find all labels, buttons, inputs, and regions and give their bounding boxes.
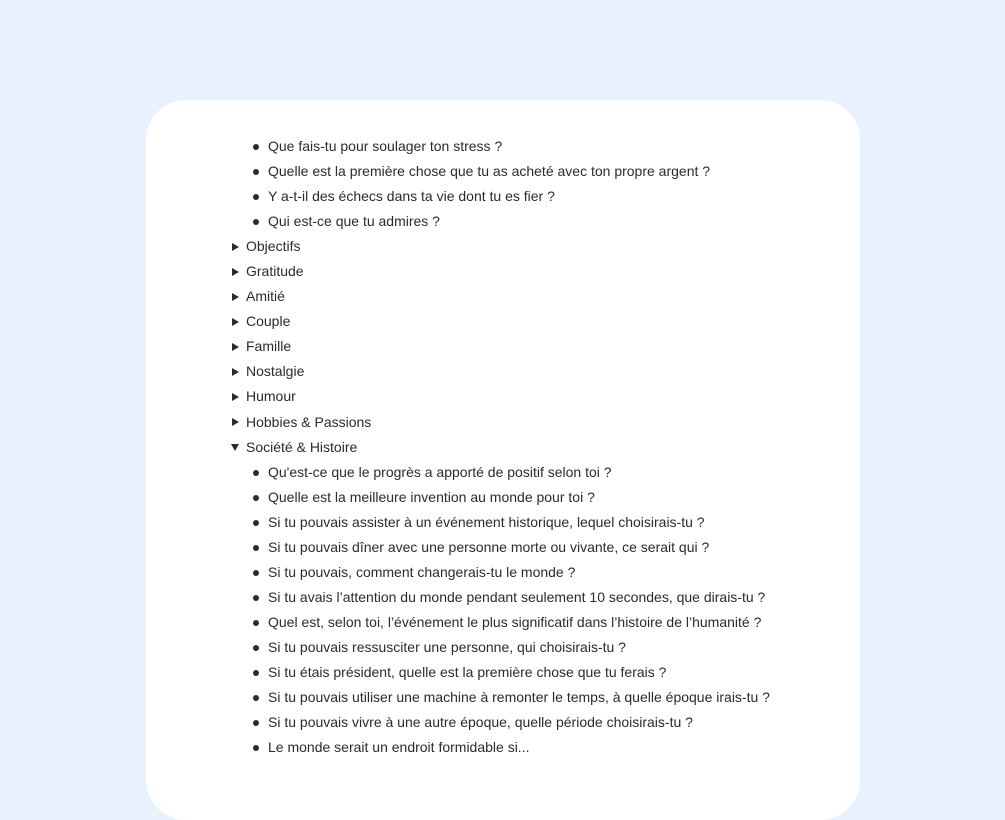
toggle-section-nostalgie[interactable] — [146, 359, 860, 384]
caret-right-icon[interactable] — [230, 284, 240, 309]
section-label: Objectifs — [246, 238, 301, 255]
toggle-section-objectifs[interactable] — [146, 234, 860, 259]
question-list — [146, 134, 860, 760]
list-item — [146, 209, 860, 234]
bullet-icon — [253, 570, 259, 576]
bullet-icon — [253, 194, 259, 200]
bullet-icon — [253, 620, 259, 626]
list-item-text: Si tu pouvais, comment changerais-tu le monde ? — [268, 563, 576, 580]
toggle-section-amitie[interactable] — [146, 284, 860, 309]
caret-down-icon[interactable] — [230, 435, 240, 460]
caret-right-icon[interactable] — [230, 334, 240, 359]
list-item-text: Quel est, selon toi, l’événement le plus significatif dans l’histoire de l’humanité ? — [268, 613, 762, 630]
list-item — [146, 510, 860, 535]
toggle-section-societe-histoire[interactable] — [146, 435, 860, 460]
section-label: Humour — [246, 388, 296, 405]
toggle-section-couple[interactable] — [146, 309, 860, 334]
list-item — [146, 134, 860, 159]
list-item-text: Si tu pouvais assister à un événement historique, lequel choisirais-tu ? — [268, 513, 705, 530]
list-item-text: Quelle est la meilleure invention au monde pour toi ? — [268, 488, 595, 505]
list-item-text: Si tu pouvais dîner avec une personne morte ou vivante, ce serait qui ? — [268, 538, 710, 555]
caret-right-icon[interactable] — [230, 259, 240, 284]
toggle-section-famille[interactable] — [146, 334, 860, 359]
section-label: Nostalgie — [246, 363, 305, 380]
bullet-icon — [253, 144, 259, 150]
bullet-icon — [253, 520, 259, 526]
bullet-icon — [253, 745, 259, 751]
list-item — [146, 184, 860, 209]
bullet-icon — [253, 545, 259, 551]
list-item — [146, 710, 860, 735]
list-item — [146, 735, 860, 760]
caret-right-icon[interactable] — [230, 234, 240, 259]
list-item-text: Qui est-ce que tu admires ? — [268, 213, 440, 230]
list-item-text: Si tu pouvais vivre à une autre époque, quelle période choisirais-tu ? — [268, 714, 693, 731]
list-item-text: Y a-t-il des échecs dans ta vie dont tu es fier ? — [268, 188, 555, 205]
list-item — [146, 585, 860, 610]
list-item — [146, 610, 860, 635]
list-item — [146, 485, 860, 510]
list-item — [146, 685, 860, 710]
list-item — [146, 159, 860, 184]
section-label: Couple — [246, 313, 291, 330]
toggle-section-gratitude[interactable] — [146, 259, 860, 284]
bullet-icon — [253, 670, 259, 676]
caret-right-icon[interactable] — [230, 309, 240, 334]
toggle-section-hobbies[interactable] — [146, 410, 860, 435]
content-card — [146, 100, 860, 820]
list-item-text: Si tu pouvais utiliser une machine à remonter le temps, à quelle époque irais-tu ? — [268, 689, 770, 706]
list-item-text: Le monde serait un endroit formidable si... — [268, 739, 530, 756]
list-item-text: Si tu étais président, quelle est la première chose que tu ferais ? — [268, 663, 667, 680]
list-item-text: Si tu pouvais ressusciter une personne, qui choisirais-tu ? — [268, 638, 626, 655]
toggle-section-humour[interactable] — [146, 384, 860, 409]
bullet-icon — [253, 695, 259, 701]
list-item-text: Qu'est-ce que le progrès a apporté de positif selon toi ? — [268, 463, 612, 480]
caret-right-icon[interactable] — [230, 410, 240, 435]
list-item-text: Que fais-tu pour soulager ton stress ? — [268, 138, 503, 154]
caret-right-icon[interactable] — [230, 359, 240, 384]
caret-right-icon[interactable] — [230, 384, 240, 409]
bullet-icon — [253, 645, 259, 651]
bullet-icon — [253, 495, 259, 501]
bullet-icon — [253, 595, 259, 601]
list-item — [146, 535, 860, 560]
section-label: Famille — [246, 338, 292, 355]
section-label: Amitié — [246, 288, 285, 305]
list-item — [146, 660, 860, 685]
list-item — [146, 635, 860, 660]
bullet-icon — [253, 720, 259, 726]
section-label: Hobbies & Passions — [246, 413, 372, 430]
bullet-icon — [253, 219, 259, 225]
list-item-text: Si tu avais l’attention du monde pendant seulement 10 secondes, que dirais-tu ? — [268, 588, 766, 605]
list-item — [146, 560, 860, 585]
list-item — [146, 460, 860, 485]
list-item-text: Quelle est la première chose que tu as acheté avec ton propre argent ? — [268, 163, 711, 180]
bullet-icon — [253, 470, 259, 476]
section-label: Société & Histoire — [246, 438, 358, 455]
section-label: Gratitude — [246, 263, 304, 280]
bullet-icon — [253, 169, 259, 175]
